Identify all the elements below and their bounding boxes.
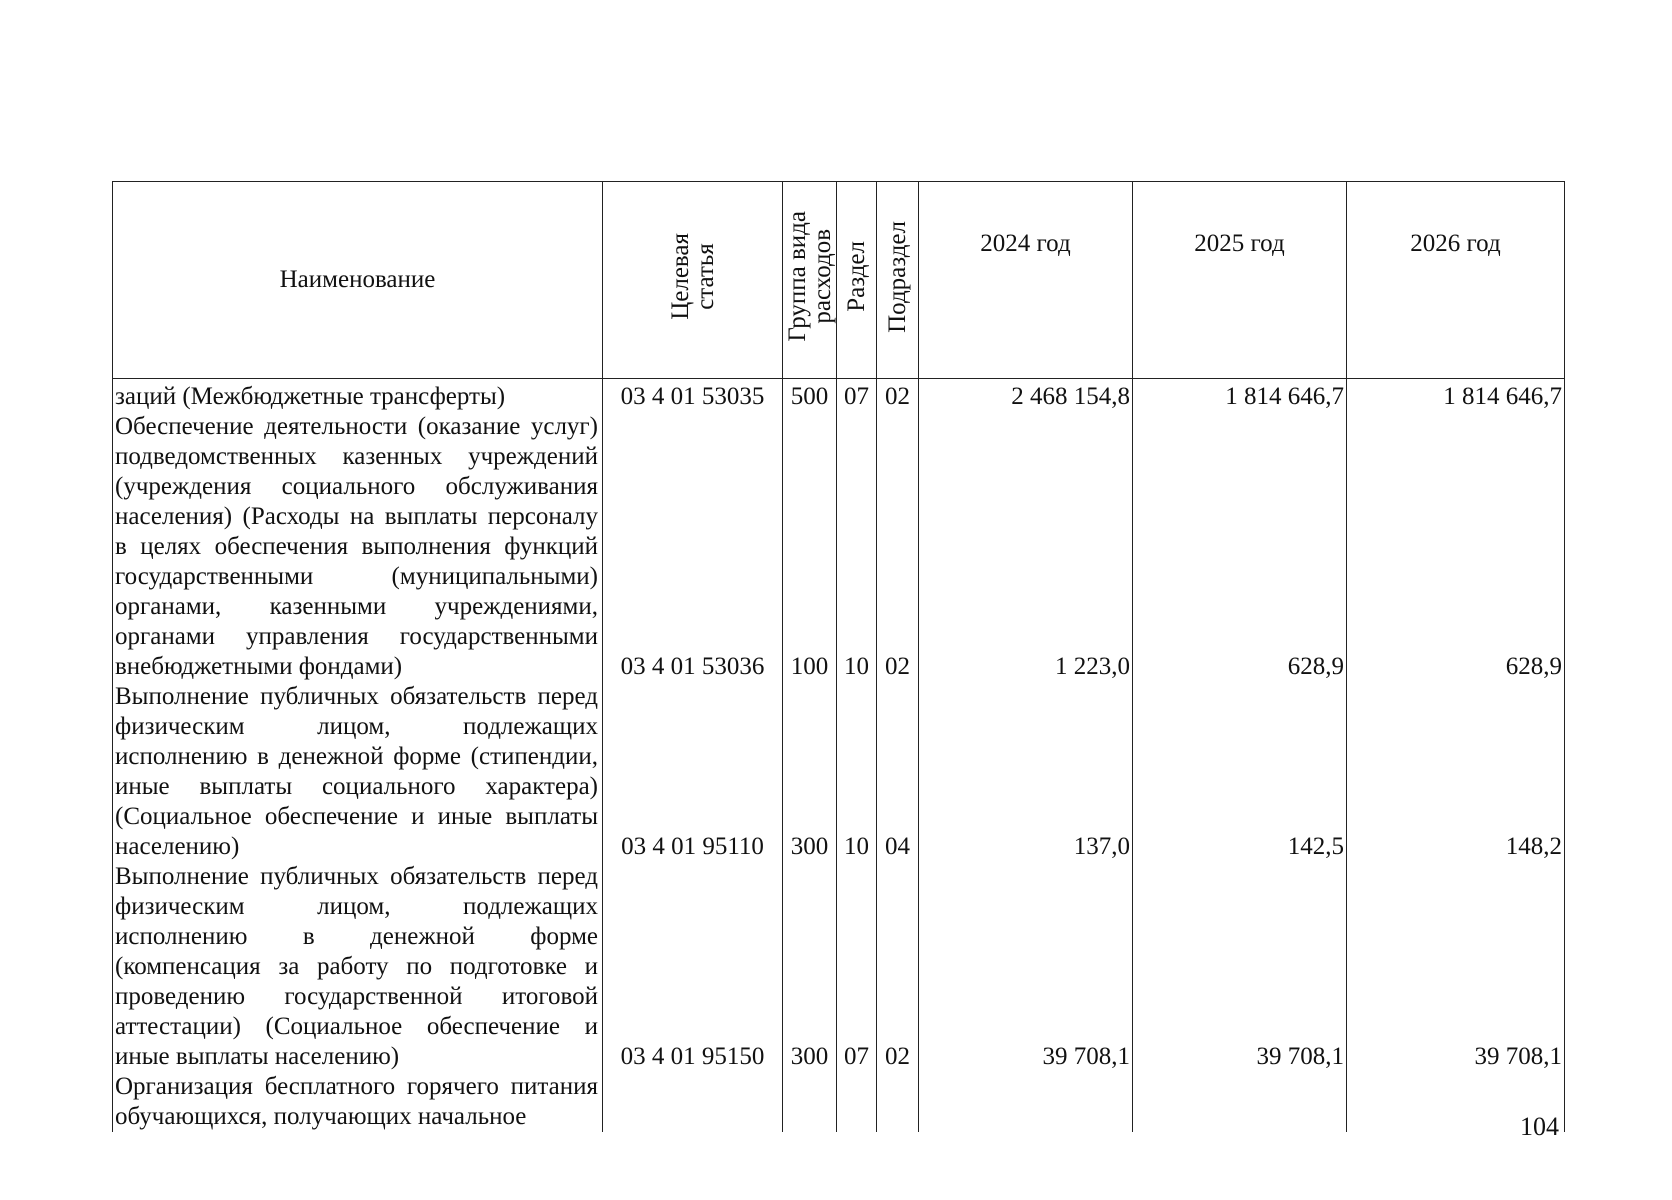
header-year-2025 bbox=[1133, 182, 1347, 379]
header-section-label: Раздел bbox=[843, 241, 870, 312]
cell-section: 10 bbox=[837, 682, 877, 862]
cell-group: 300 bbox=[783, 862, 837, 1072]
header-subsection-label: Подраздел bbox=[884, 220, 911, 333]
header-year-2026 bbox=[1347, 182, 1565, 379]
table-row bbox=[113, 862, 1565, 1072]
cell-subsection: 02 bbox=[877, 379, 919, 413]
cell-target: 03 4 01 53036 bbox=[603, 412, 783, 682]
cell-subsection bbox=[877, 1072, 919, 1132]
cell-group: 100 bbox=[783, 412, 837, 682]
cell-2025: 1 814 646,7 bbox=[1133, 379, 1347, 413]
table-row bbox=[113, 379, 1565, 413]
cell-target: 03 4 01 95110 bbox=[603, 682, 783, 862]
table-row bbox=[113, 1072, 1565, 1132]
cell-section bbox=[837, 1072, 877, 1132]
cell-group: 500 bbox=[783, 379, 837, 413]
table-row bbox=[113, 412, 1565, 682]
cell-2024: 2 468 154,8 bbox=[919, 379, 1133, 413]
header-year-2026-label: 2026 год bbox=[1410, 230, 1501, 257]
header-group-line2: расходов bbox=[808, 229, 836, 324]
cell-section: 07 bbox=[837, 862, 877, 1072]
cell-target: 03 4 01 95150 bbox=[603, 862, 783, 1072]
header-group-line1: Группа вида bbox=[783, 211, 811, 342]
cell-name: Выполнение публичных обязательств перед физическим лицом, подлежащих исполнению в денежной форме (компенсация за работу по подготовке и проведению государственной итоговой аттестации) (Социальное обеспечение и иные выплаты населению) bbox=[113, 862, 603, 1072]
header-name-label: Наименование bbox=[279, 266, 436, 293]
cell-name: Выполнение публичных обязательств перед физическим лицом, подлежащих исполнению в денежной форме (стипендии, иные выплаты социального характера) (Социальное обеспечение и иные выплаты населению) bbox=[113, 682, 603, 862]
cell-2025: 39 708,1 bbox=[1133, 862, 1347, 1072]
cell-2025: 142,5 bbox=[1133, 682, 1347, 862]
cell-group: 300 bbox=[783, 682, 837, 862]
cell-subsection: 02 bbox=[877, 412, 919, 682]
budget-table bbox=[112, 181, 1565, 1132]
cell-2024: 39 708,1 bbox=[919, 862, 1133, 1072]
table-header-row bbox=[113, 182, 1565, 379]
cell-2026: 1 814 646,7 bbox=[1347, 379, 1565, 413]
cell-subsection: 04 bbox=[877, 682, 919, 862]
table-row bbox=[113, 682, 1565, 862]
cell-2024: 1 223,0 bbox=[919, 412, 1133, 682]
cell-subsection: 02 bbox=[877, 862, 919, 1072]
header-name bbox=[113, 182, 603, 379]
cell-2024: 137,0 bbox=[919, 682, 1133, 862]
cell-2025 bbox=[1133, 1072, 1347, 1132]
page-number: 104 bbox=[1520, 1112, 1559, 1141]
cell-section: 07 bbox=[837, 379, 877, 413]
cell-name: Обеспечение деятельности (оказание услуг) подведомственных казенных учреждений (учреждения социального обслуживания населения) (Расходы на выплаты персоналу в целях обеспечения выполнения функций государственными (муниципальными) органами, казенными учреждениями, органами управления государственными внебюджетными фондами) bbox=[113, 412, 603, 682]
cell-section: 10 bbox=[837, 412, 877, 682]
header-year-2024-label: 2024 год bbox=[980, 230, 1071, 257]
header-subsection bbox=[877, 182, 919, 379]
header-year-2024 bbox=[919, 182, 1133, 379]
cell-2025: 628,9 bbox=[1133, 412, 1347, 682]
cell-name: Организация бесплатного горячего питания обучающихся, получающих начальное bbox=[113, 1072, 603, 1132]
header-target-line2: статья bbox=[691, 243, 719, 310]
cell-target: 03 4 01 53035 bbox=[603, 379, 783, 413]
cell-2026: 628,9 bbox=[1347, 412, 1565, 682]
cell-2026: 39 708,1 bbox=[1347, 862, 1565, 1072]
header-year-2025-label: 2025 год bbox=[1194, 230, 1285, 257]
cell-group bbox=[783, 1072, 837, 1132]
header-target-article bbox=[603, 182, 783, 379]
cell-name: заций (Межбюджетные трансферты) bbox=[113, 379, 603, 413]
header-expense-group bbox=[783, 182, 837, 379]
cell-2026: 148,2 bbox=[1347, 682, 1565, 862]
cell-2024 bbox=[919, 1072, 1133, 1132]
cell-target bbox=[603, 1072, 783, 1132]
header-section bbox=[837, 182, 877, 379]
header-target-line1: Целевая bbox=[666, 233, 694, 320]
